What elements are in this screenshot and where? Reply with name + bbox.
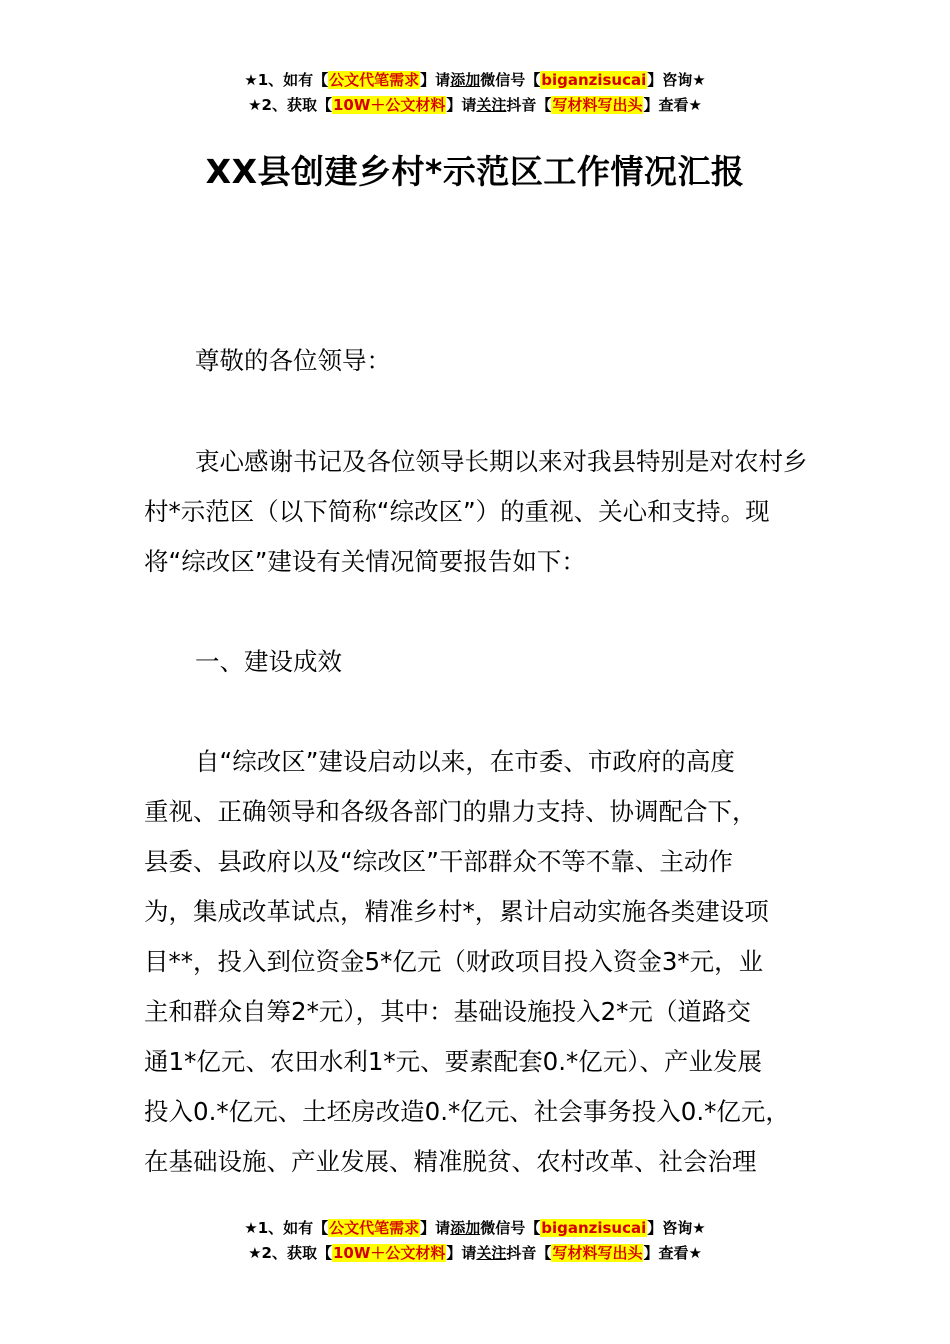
banner-text: 】请: [420, 1219, 451, 1237]
banner-highlight: 写材料写出头: [552, 96, 643, 114]
paragraph-2-block: [144, 737, 824, 1187]
salutation: 尊敬的各位领导：: [195, 346, 391, 375]
banner-text: 】咨询★: [647, 1219, 706, 1237]
banner-text: ★1、如有【: [244, 71, 329, 89]
banner-text: 】查看★: [643, 1244, 702, 1262]
header-banner: [0, 68, 950, 118]
banner-line-2: [0, 1241, 950, 1266]
paragraph-2-line: 通1*亿元、农田水利1*元、要素配套0.*亿元）、产业发展: [144, 1047, 763, 1076]
banner-text: 】请: [420, 71, 451, 89]
banner-text: 抖音【: [506, 96, 552, 114]
banner-highlight: 公文代笔需求: [329, 71, 420, 89]
banner-highlight: 写材料写出头: [552, 1244, 643, 1262]
section-heading-block: [144, 637, 824, 687]
paragraph-1: 衷心感谢书记及各位领导长期以来对我县特别是对农村乡村*示范区（以下简称“综改区”）的重视、关心和支持。现将“综改区”建设有关情况简要报告如下：: [144, 447, 808, 576]
document-title: XX县创建乡村*示范区工作情况汇报: [205, 152, 745, 191]
banner-text: 微信号【: [480, 71, 541, 89]
banner-line-2: [0, 93, 950, 118]
banner-text: ★1、如有【: [244, 1219, 329, 1237]
paragraph-1-block: [144, 437, 824, 587]
paragraph-2-line: 目**，投入到位资金5*亿元（财政项目投入资金3*元，业: [144, 947, 764, 976]
paragraph-2-line: 自“综改区”建设启动以来，在市委、市政府的高度: [195, 747, 735, 776]
paragraph-2-line: 县委、县政府以及“综改区”干部群众不等不靠、主动作: [144, 847, 733, 876]
banner-highlight: 10W＋公文材料: [332, 96, 446, 114]
paragraph-2-line: 投入0.*亿元、土坯房改造0.*亿元、社会事务投入0.*亿元，: [144, 1097, 790, 1126]
banner-highlight: biganzisucai: [541, 1219, 647, 1237]
banner-line-1: [0, 1216, 950, 1241]
banner-text: 抖音【: [506, 1244, 552, 1262]
banner-text: 】请: [446, 96, 477, 114]
banner-text: ★2、获取【: [248, 1244, 332, 1262]
banner-underline-text: 关注: [476, 1244, 507, 1262]
banner-text: 】查看★: [643, 96, 702, 114]
banner-underline-text: 添加: [450, 1219, 481, 1237]
banner-text: ★2、获取【: [248, 96, 332, 114]
banner-text: 】请: [446, 1244, 477, 1262]
banner-text: 】咨询★: [647, 71, 706, 89]
paragraph-2-line: 在基础设施、产业发展、精准脱贫、农村改革、社会治理: [144, 1147, 757, 1176]
paragraph-2-line: 主和群众自筹2*元），其中：基础设施投入2*元（道路交: [144, 997, 751, 1026]
salutation-block: [144, 336, 824, 386]
banner-highlight: 公文代笔需求: [329, 1219, 420, 1237]
banner-highlight: 10W＋公文材料: [332, 1244, 446, 1262]
section-heading-1: 一、建设成效: [195, 647, 342, 676]
paragraph-2-line: 为，集成改革试点，精准乡村*，累计启动实施各类建设项: [144, 897, 769, 926]
banner-underline-text: 添加: [450, 71, 481, 89]
banner-highlight: biganzisucai: [541, 71, 647, 89]
footer-banner: [0, 1216, 950, 1266]
banner-underline-text: 关注: [476, 96, 507, 114]
banner-text: 微信号【: [480, 1219, 541, 1237]
paragraph-2-line: 重视、正确领导和各级各部门的鼎力支持、协调配合下，: [144, 797, 757, 826]
banner-line-1: [0, 68, 950, 93]
